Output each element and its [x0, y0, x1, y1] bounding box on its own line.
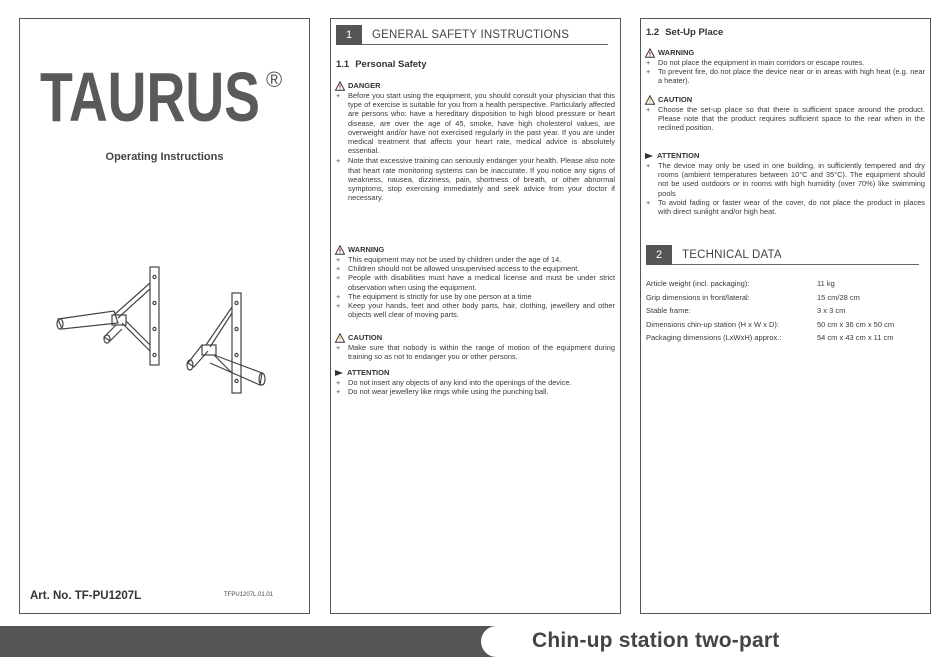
- list-item: + People with disabilities must have a medical license and must be under strict observation when using the equipment.: [336, 273, 615, 292]
- attention-block: [335, 367, 615, 396]
- warning-label: WARNING: [645, 47, 925, 58]
- list-item: + Do not wear jewellery like rings while using the punching ball.: [336, 387, 549, 397]
- subsection-title: Personal Safety: [355, 59, 427, 70]
- danger-label: DANGER: [335, 80, 615, 91]
- warning-list: [335, 255, 615, 319]
- table-row: Dimensions chin-up station (H x W x D): 50 cm x 36 cm x 50 cm: [646, 319, 895, 329]
- doc-code: TFPU1207L.01.01: [224, 592, 274, 598]
- danger-block: [335, 80, 615, 203]
- plus-icon: +: [336, 156, 341, 166]
- list-item: + Keep your hands, feet and other body parts, hair, clothing, jewellery and other objects well clear of moving parts.: [336, 301, 615, 320]
- plus-icon: +: [336, 255, 341, 264]
- subsection-1-1-header: [336, 59, 427, 70]
- plus-icon: +: [336, 387, 341, 397]
- plus-icon: +: [646, 197, 651, 207]
- section-2-header: [646, 245, 919, 265]
- plus-icon: +: [336, 91, 341, 100]
- plus-icon: +: [336, 264, 341, 274]
- attention-label: ATTENTION: [645, 150, 925, 161]
- subsection-title: Set-Up Place: [665, 27, 724, 38]
- caution-list: [335, 343, 615, 361]
- list-item: + This equipment may not be used by children under the age of 14.: [336, 255, 562, 264]
- caution-triangle-icon: [645, 95, 655, 105]
- list-item: + Before you start using the equipment, you should consult your physician that this type of exercise is suitable for you from a health perspective. Particularly affected are persons who: have a hereditary disposition to high blood pressure or heart disease, are over the age of 45, smoke, have high cholesterol values, are overweight and/or have not exercised regularly in the past year. If you are under medical treatment that affects your heart rate, medical advice is absolutely essential.: [336, 91, 615, 156]
- cover-panel: [19, 18, 310, 614]
- product-title: Chin-up station two-part: [532, 629, 780, 652]
- list-item: + The equipment is strictly for use by one person at a time: [336, 291, 532, 301]
- warning-label: WARNING: [335, 244, 615, 255]
- setup-warning-block: [645, 47, 925, 86]
- arrow-right-icon: [335, 369, 343, 377]
- setup-attention-block: [645, 150, 925, 216]
- caution-label: CAUTION: [645, 94, 925, 105]
- list-item: + The device may only be used in one building, in sufficiently tempered and dry rooms (ambient temperatures between 10°C and 35°C). The equipment should not be used outdoors or in rooms with high humidity (over 70%) like swimming pools: [646, 161, 925, 198]
- arrow-right-icon: [645, 152, 653, 160]
- setup-caution-list: [645, 105, 925, 133]
- subsection-number: 1.1: [336, 59, 350, 70]
- list-item: + Make sure that nobody is within the range of motion of the equipment during training so as not to endanger you or other persons.: [336, 343, 615, 362]
- subsection-number: 1.2: [646, 27, 660, 38]
- plus-icon: +: [336, 273, 341, 283]
- section-title: TECHNICAL DATA: [682, 248, 782, 261]
- taurus-logo: [40, 53, 292, 133]
- brand-wordmark: TAURUS: [40, 58, 260, 133]
- plus-icon: +: [646, 58, 651, 67]
- plus-icon: +: [336, 378, 341, 387]
- list-item: + To prevent fire, do not place the device near or in areas with high heat (e.g. near a heater).: [646, 67, 925, 86]
- section-title: GENERAL SAFETY INSTRUCTIONS: [372, 28, 570, 41]
- plus-icon: +: [336, 343, 341, 352]
- warning-block: [335, 244, 615, 319]
- product-illustration: [54, 263, 284, 403]
- caution-triangle-icon: [335, 333, 345, 343]
- setup-caution-block: [645, 94, 925, 133]
- list-item: + Do not place the equipment in main corridors or escape routes.: [646, 58, 865, 67]
- table-row: Article weight (incl. packaging): 11 kg: [646, 279, 835, 288]
- table-row: Grip dimensions in front/lateral: 15 cm/28 cm: [646, 292, 860, 302]
- plus-icon: +: [336, 291, 341, 301]
- subsection-1-2-header: [646, 27, 723, 38]
- list-item: + Children should not be allowed unsupervised access to the equipment.: [336, 264, 580, 274]
- setup-tech-panel: [640, 18, 931, 614]
- table-row: Stable frame: 3 x 3 cm: [646, 306, 846, 316]
- doc-type-title: Operating Instructions: [105, 151, 224, 163]
- article-number: Art. No. TF-PU1207L: [30, 590, 142, 602]
- list-item: + To avoid fading or faster wear of the cover, do not place the product in places with direct sunlight and/or high heat.: [646, 197, 925, 217]
- registered-mark: ®: [266, 67, 283, 92]
- setup-warning-list: [645, 58, 925, 86]
- product-left-view: [57, 267, 159, 365]
- product-right-view: [187, 293, 265, 393]
- danger-list: [335, 91, 615, 202]
- section-number: 1: [336, 25, 362, 45]
- list-item: + Note that excessive training can seriously endanger your health. Please also note that heart rate monitoring systems can be inaccurate. If you notice any signs of weakness, nausea, dizziness, pain, shortness of breath, or other abnormal symptoms, stop exercising immediately and seek advice from your doctor if necessary.: [336, 156, 615, 203]
- caution-block: [335, 332, 615, 361]
- section-1-header: [336, 25, 608, 45]
- setup-attention-list: [645, 161, 925, 216]
- caution-label: CAUTION: [335, 332, 615, 343]
- list-item: + Choose the set-up place so that there is sufficient space around the product. Please note that the product requires sufficient space to the rear when in the reclined position.: [646, 105, 925, 133]
- warning-triangle-icon: [335, 245, 345, 255]
- section-number: 2: [646, 245, 672, 265]
- attention-label: ATTENTION: [335, 367, 615, 378]
- plus-icon: +: [646, 161, 651, 170]
- safety-panel: [330, 18, 621, 614]
- table-row: Packaging dimensions (LxWxH) approx.: 54 cm x 43 cm x 11 cm: [646, 333, 894, 343]
- attention-list: [335, 378, 615, 396]
- plus-icon: +: [646, 105, 651, 114]
- technical-data-table: [646, 279, 926, 347]
- warning-triangle-icon: [335, 81, 345, 91]
- plus-icon: +: [646, 67, 651, 77]
- list-item: + Do not insert any objects of any kind into the openings of the device.: [336, 378, 572, 387]
- plus-icon: +: [336, 301, 341, 311]
- warning-triangle-icon: [645, 48, 655, 58]
